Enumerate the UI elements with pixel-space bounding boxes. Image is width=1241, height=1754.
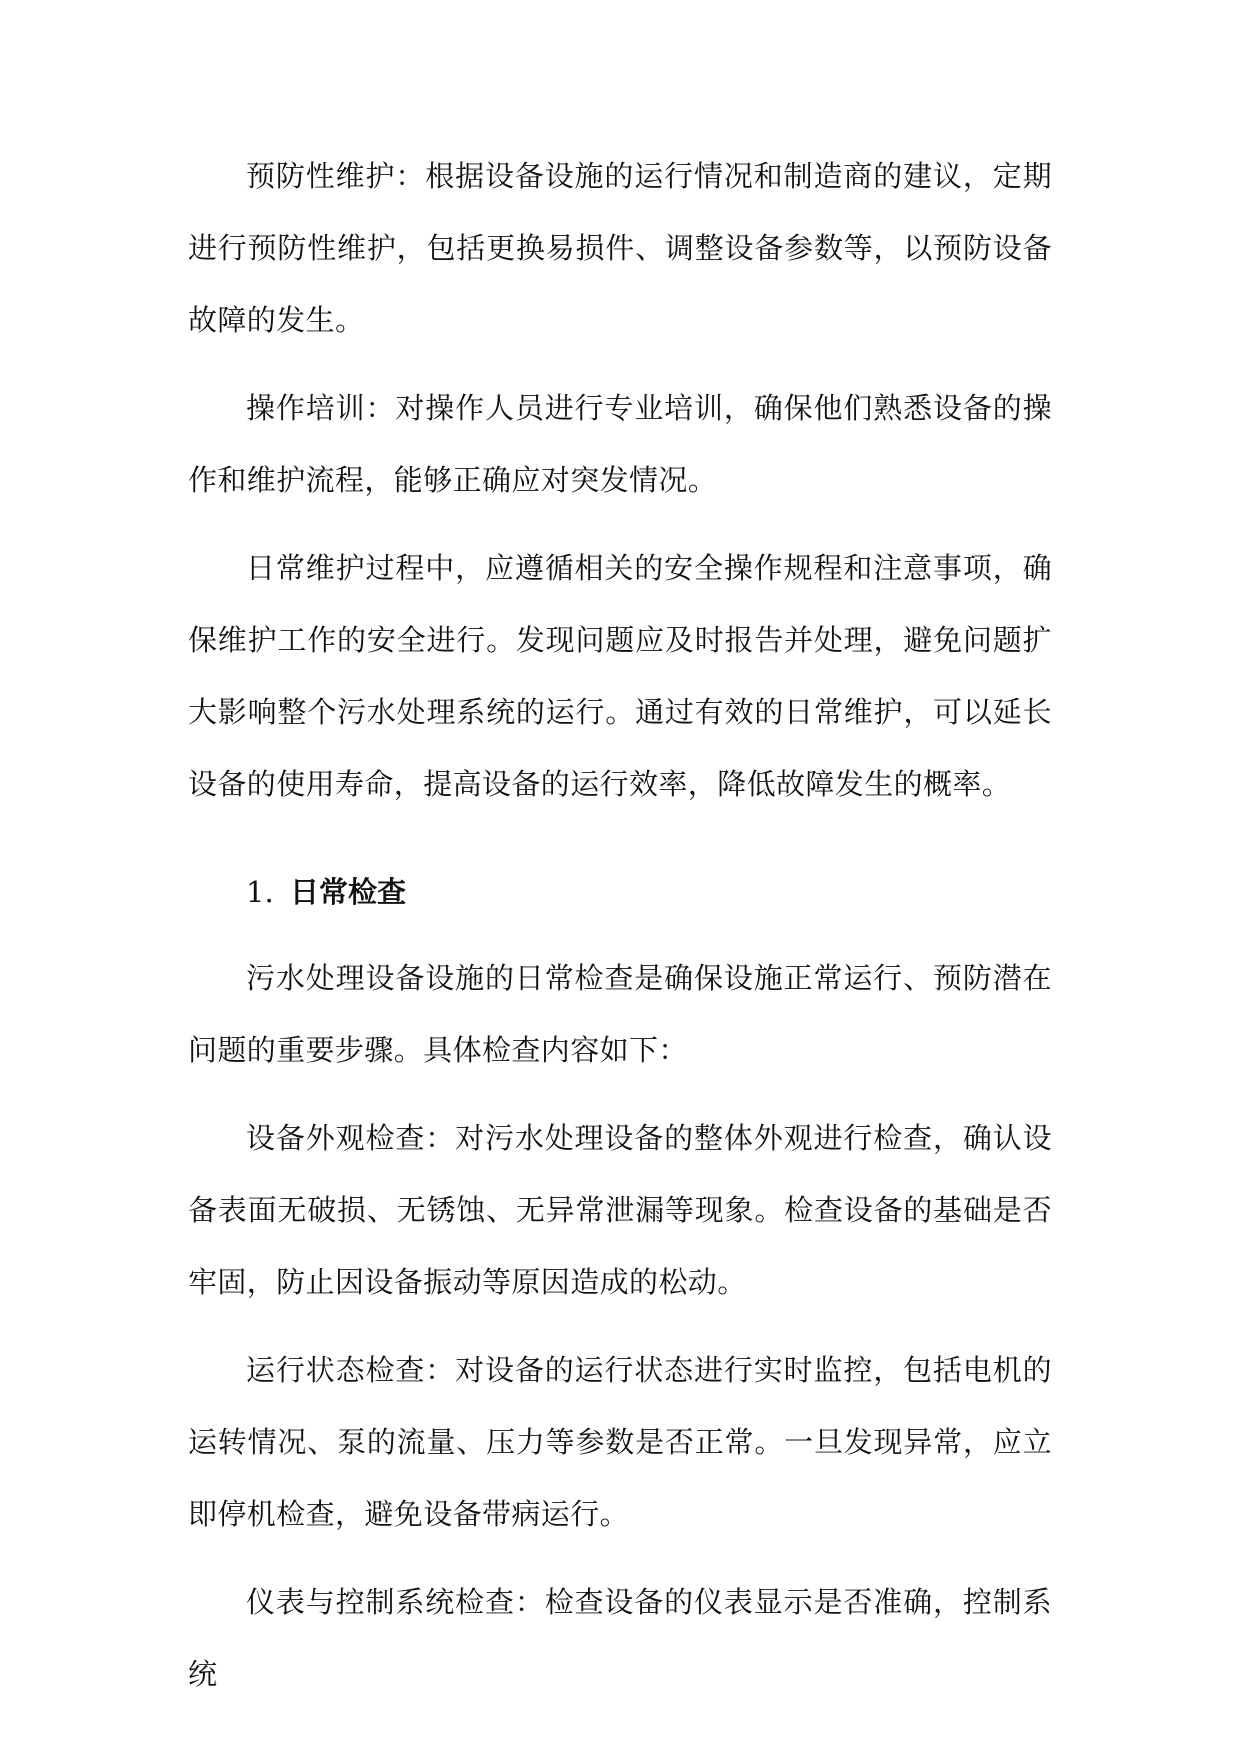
section-number: 1.	[246, 875, 274, 909]
paragraph-instrument-control-inspection: 仪表与控制系统检查：检查设备的仪表显示是否准确，控制系统	[188, 1585, 1052, 1691]
document-body	[188, 140, 1052, 1710]
paragraph-inspection-intro: 污水处理设备设施的日常检查是确保设施正常运行、预防潜在问题的重要步骤。具体检查内容如下：	[188, 961, 1052, 1067]
paragraph-appearance-inspection: 设备外观检查：对污水处理设备的整体外观进行检查，确认设备表面无破损、无锈蚀、无异常泄漏等现象。检查设备的基础是否牢固，防止因设备振动等原因造成的松动。	[188, 1121, 1052, 1299]
section-heading-daily-inspection	[188, 856, 1052, 928]
paragraph-running-status-inspection: 运行状态检查：对设备的运行状态进行实时监控，包括电机的运转情况、泵的流量、压力等参数是否正常。一旦发现异常，应立即停机检查，避免设备带病运行。	[188, 1353, 1052, 1531]
section-title: 日常检查	[290, 875, 407, 909]
paragraph-operation-training: 操作培训：对操作人员进行专业培训，确保他们熟悉设备的操作和维护流程，能够正确应对突发情况。	[188, 391, 1052, 497]
paragraph-preventive-maintenance: 预防性维护：根据设备设施的运行情况和制造商的建议，定期进行预防性维护，包括更换易损件、调整设备参数等，以预防设备故障的发生。	[188, 159, 1052, 337]
paragraph-daily-maintenance-summary: 日常维护过程中，应遵循相关的安全操作规程和注意事项，确保维护工作的安全进行。发现问题应及时报告并处理，避免问题扩大影响整个污水处理系统的运行。通过有效的日常维护，可以延长设备的使用寿命，提高设备的运行效率，降低故障发生的概率。	[188, 551, 1052, 801]
